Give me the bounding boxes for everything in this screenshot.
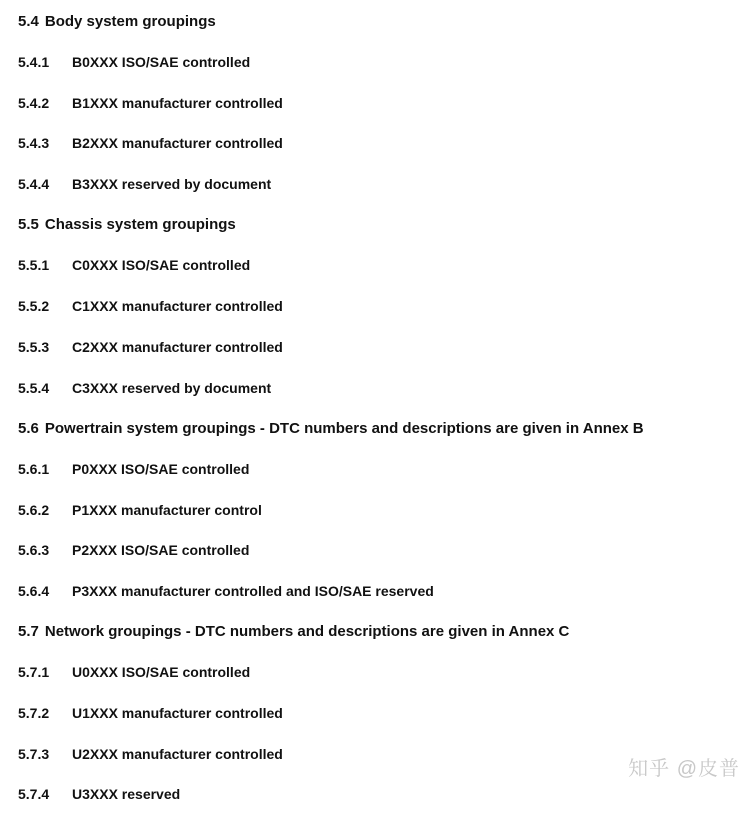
subsection-line xyxy=(18,327,748,368)
subsection-title: B2XXX manufacturer controlled xyxy=(72,135,283,152)
subsection-title: B1XXX manufacturer controlled xyxy=(72,94,283,111)
section-title: Chassis system groupings xyxy=(44,216,236,234)
subsection-title: U0XXX ISO/SAE controlled xyxy=(72,664,251,681)
subsection-line xyxy=(18,652,748,693)
subsection-line xyxy=(18,449,748,490)
subsection-number: 5.5.2 xyxy=(18,298,50,315)
subsection-line xyxy=(18,367,748,408)
section-heading-5-4 xyxy=(18,1,748,42)
watermark: 知乎 @皮普 xyxy=(628,758,740,780)
subsection-number: 5.4.1 xyxy=(18,54,50,71)
subsection-title: P3XXX manufacturer controlled and ISO/SAE reserved xyxy=(72,582,434,599)
subsection-title: P0XXX ISO/SAE controlled xyxy=(72,460,250,477)
subsection-title: B3XXX reserved by document xyxy=(72,176,272,193)
section-title: Body system groupings xyxy=(44,12,216,30)
subsection-number: 5.7.4 xyxy=(18,786,50,803)
subsection-number: 5.5.3 xyxy=(18,338,50,355)
subsection-number: 5.7.1 xyxy=(18,664,50,681)
subsection-line xyxy=(18,489,748,530)
subsection-title: C0XXX ISO/SAE controlled xyxy=(72,257,251,274)
subsection-title: U3XXX reserved xyxy=(72,786,181,803)
subsection-title: C1XXX manufacturer controlled xyxy=(72,298,283,315)
subsection-line xyxy=(18,42,748,83)
section-number: 5.5 xyxy=(18,216,39,234)
subsection-number: 5.5.1 xyxy=(18,257,50,274)
subsection-line xyxy=(18,530,748,571)
subsection-number: 5.5.4 xyxy=(18,379,50,396)
subsection-title: U2XXX manufacturer controlled xyxy=(72,745,283,762)
section-title: Network groupings - DTC numbers and descriptions are given in Annex C xyxy=(44,623,570,641)
section-heading-5-7 xyxy=(18,611,748,652)
subsection-number: 5.7.2 xyxy=(18,705,50,722)
subsection-title: U1XXX manufacturer controlled xyxy=(72,705,283,722)
subsection-number: 5.6.2 xyxy=(18,501,50,518)
subsection-title: P2XXX ISO/SAE controlled xyxy=(72,542,250,559)
subsection-title: C3XXX reserved by document xyxy=(72,379,272,396)
subsection-title: C2XXX manufacturer controlled xyxy=(72,338,283,355)
subsection-line xyxy=(18,245,748,286)
subsection-line xyxy=(18,571,748,612)
section-heading-5-5 xyxy=(18,204,748,245)
subsection-number: 5.6.3 xyxy=(18,542,50,559)
subsection-line xyxy=(18,693,748,734)
subsection-line xyxy=(18,286,748,327)
subsection-title: P1XXX manufacturer control xyxy=(72,501,262,518)
subsection-number: 5.4.2 xyxy=(18,94,50,111)
subsection-line xyxy=(18,164,748,205)
subsection-number: 5.7.3 xyxy=(18,745,50,762)
section-title: Powertrain system groupings - DTC numbers and descriptions are given in Annex B xyxy=(44,419,644,437)
subsection-number: 5.6.4 xyxy=(18,582,50,599)
subsection-line xyxy=(18,82,748,123)
section-number: 5.4 xyxy=(18,12,39,30)
subsection-number: 5.6.1 xyxy=(18,460,50,477)
subsection-number: 5.4.3 xyxy=(18,135,50,152)
subsection-title: B0XXX ISO/SAE controlled xyxy=(72,54,251,71)
subsection-number: 5.4.4 xyxy=(18,176,50,193)
subsection-line xyxy=(18,123,748,164)
section-number: 5.7 xyxy=(18,623,39,641)
section-number: 5.6 xyxy=(18,419,39,437)
section-heading-5-6 xyxy=(18,408,748,449)
